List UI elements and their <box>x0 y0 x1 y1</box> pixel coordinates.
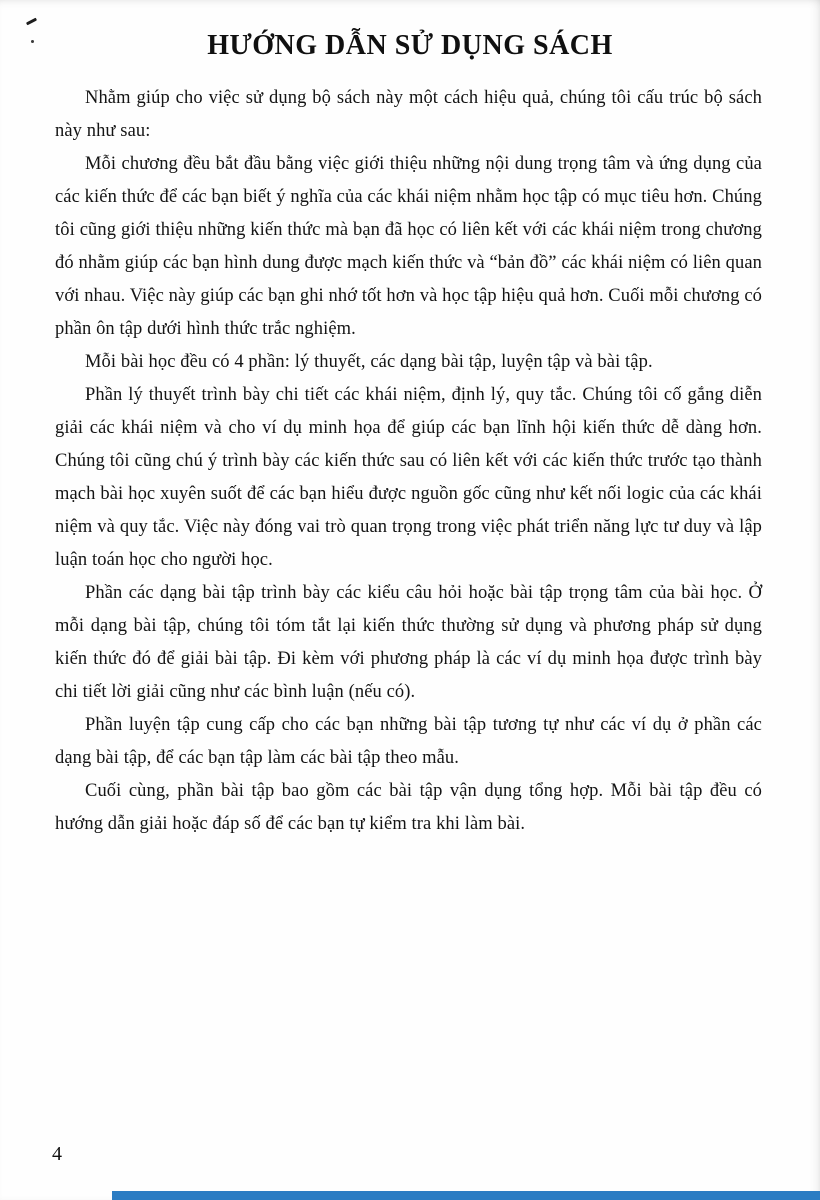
paragraph-exercise-types: Phần các dạng bài tập trình bày các kiểu câu hỏi hoặc bài tập trọng tâm của bài học. Ở mỗi dạng bài tập, chúng tôi tóm tắt lại kiến thức thường sử dụng và phương pháp sử dụng kiến thức đó để giải bài tập. Đi kèm với phương pháp là các ví dụ minh họa được trình bày chi tiết lời giải cũng như các bình luận (nếu có). <box>55 583 762 702</box>
paragraph-chapters: Mỗi chương đều bắt đầu bằng việc giới thiệu những nội dung trọng tâm và ứng dụng của các kiến thức để các bạn biết ý nghĩa của các khái niệm nhằm học tập có mục tiêu hơn. Chúng tôi cũng giới thiệu những kiến thức mà bạn đã học có liên kết với các khái niệm trong chương đó nhằm giúp các bạn hình dung được mạch kiến thức và “bản đồ” các khái niệm có liên quan với nhau. Việc này giúp các bạn ghi nhớ tốt hơn và học tập hiệu quả hơn. Cuối mỗi chương có phần ôn tập dưới hình thức trắc nghiệm. <box>55 154 762 339</box>
scan-artifact-mark <box>26 18 37 26</box>
page-body <box>0 82 820 841</box>
page-number: 4 <box>52 1143 62 1165</box>
bottom-scan-strip <box>112 1191 820 1200</box>
paragraph-theory: Phần lý thuyết trình bày chi tiết các khái niệm, định lý, quy tắc. Chúng tôi cố gắng diễn giải các khái niệm và cho ví dụ minh họa để giúp các bạn lĩnh hội kiến thức dễ dàng hơn. Chúng tôi cũng chú ý trình bày các kiến thức sau có liên kết với các kiến thức trước tạo thành mạch bài học xuyên suốt để các bạn hiểu được nguồn gốc cũng như kết nối logic của các khái niệm và quy tắc. Việc này đóng vai trò quan trọng trong việc phát triển năng lực tư duy và lập luận toán học cho người học. <box>55 385 762 570</box>
paragraph-intro: Nhằm giúp cho việc sử dụng bộ sách này một cách hiệu quả, chúng tôi cấu trúc bộ sách này như sau: <box>55 88 762 141</box>
page-title: HƯỚNG DẪN SỬ DỤNG SÁCH <box>207 30 613 61</box>
paragraph-lesson-parts: Mỗi bài học đều có 4 phần: lý thuyết, các dạng bài tập, luyện tập và bài tập. <box>85 352 653 372</box>
paragraph-final-exercises: Cuối cùng, phần bài tập bao gồm các bài tập vận dụng tổng hợp. Mỗi bài tập đều có hướng dẫn giải hoặc đáp số để các bạn tự kiểm tra khi làm bài. <box>55 781 762 834</box>
paragraph-practice: Phần luyện tập cung cấp cho các bạn những bài tập tương tự như các ví dụ ở phần các dạng bài tập, để các bạn tập làm các bài tập theo mẫu. <box>55 715 762 768</box>
scan-artifact-dot <box>31 40 34 43</box>
